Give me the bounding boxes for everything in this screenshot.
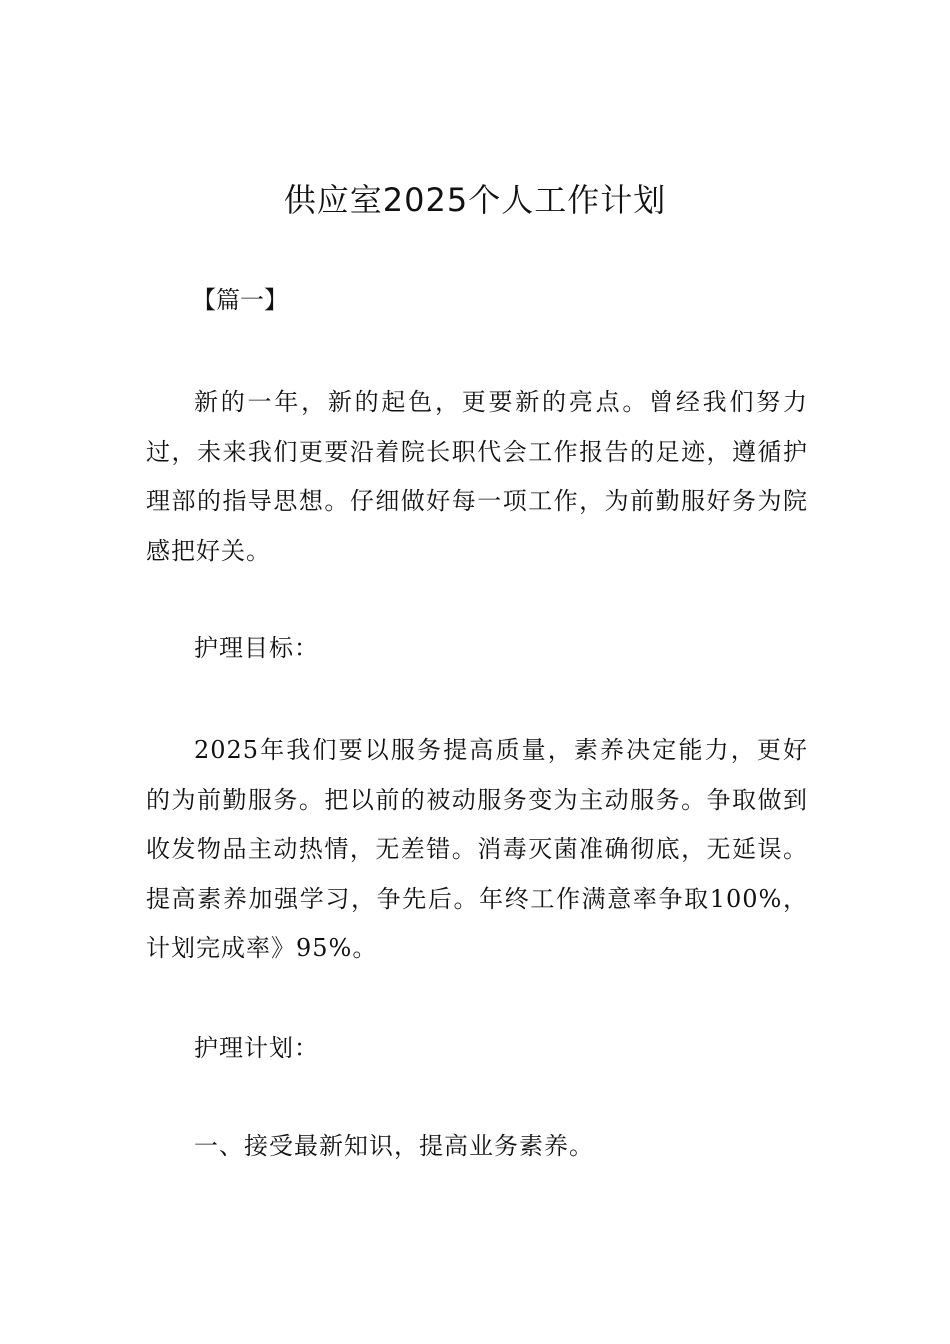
paragraph-intro: 新的一年，新的起色，更要新的亮点。曾经我们努力过，未来我们更要沿着院长职代会工作报告的足迹，遵循护理部的指导思想。仔细做好每一项工作，为前勤服好务为院感把好关。 — [146, 388, 808, 565]
paragraph-goal: 2025年我们要以服务提高质量，素养决定能力，更好的为前勤服务。把以前的被动服务变为主动服务。争取做到收发物品主动热情，无差错。消毒灭菌准确彻底，无延误。提高素养加强学习，争先后。年终工作满意率争取100%，计划完成率》95%。 — [146, 736, 808, 962]
section-tag: 【篇一】 — [192, 286, 288, 314]
document-title: 供应室2025个人工作计划 — [283, 181, 667, 219]
heading-nursing-plan: 护理计划： — [194, 1034, 319, 1062]
plan-item-1: 一、接受最新知识，提高业务素养。 — [194, 1132, 594, 1160]
heading-nursing-goal: 护理目标： — [194, 634, 319, 662]
